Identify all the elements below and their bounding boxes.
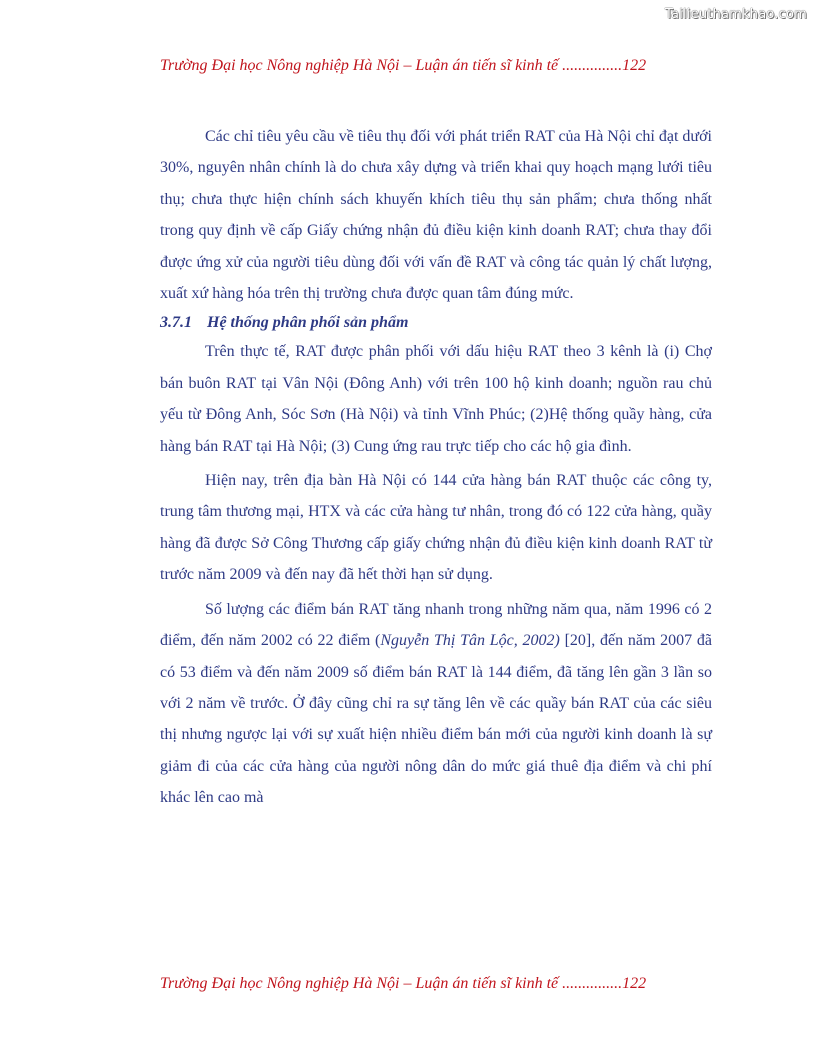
section-number: 3.7.1 [160,314,192,332]
paragraph-sales-points-growth [160,594,712,814]
document-body [160,121,712,817]
citation: Nguyễn Thị Tân Lộc, 2002) [380,632,560,650]
paragraph-retail-stores: Hiện nay, trên địa bàn Hà Nội có 144 cửa hàng bán RAT thuộc các công ty, trung tâm thương mại, HTX và các cửa hàng tư nhân, trong đó có 122 cửa hàng, quầy hàng đã được Sở Công Thương cấp giấy chứng nhận đủ điều kiện kinh doanh RAT từ trước năm 2009 và đến nay đã hết thời hạn sử dụng. [160,472,712,584]
paragraph-text-part: [20], đến năm 2007 đã có 53 điểm và đến năm 2009 số điểm bán RAT là 144 điểm, đã tăng lên gần 3 lần so với 2 năm về trước. Ở đây cũng chỉ ra sự tăng lên về các quầy bán RAT của các siêu thị nhưng ngược lại với sự xuất hiện nhiều điểm bán mới của người kinh doanh là sự giảm đi của các cửa hàng của người nông dân do mức giá thuê địa điểm và chi phí khác lên cao mà [160,632,713,807]
watermark-text: Tailieuthamkhao.com [665,7,807,22]
page-header: Trường Đại học Nông nghiệp Hà Nội – Luận án tiến sĩ kinh tế ...............122 [160,57,647,74]
page-footer: Trường Đại học Nông nghiệp Hà Nội – Luận án tiến sĩ kinh tế ...............122 [160,975,647,992]
section-title: Hệ thống phân phối sản phẩm [207,314,409,332]
paragraph-distribution-channels: Trên thực tế, RAT được phân phối với dấu hiệu RAT theo 3 kênh là (i) Chợ bán buôn RAT tại Vân Nội (Đông Anh) với trên 100 hộ kinh doanh; nguồn rau chủ yếu từ Đông Anh, Sóc Sơn (Hà Nội) và tỉnh Vĩnh Phúc; (2)Hệ thống quầy hàng, cửa hàng bán RAT tại Hà Nội; (3) Cung ứng rau trực tiếp cho các hộ gia đình. [160,343,712,455]
paragraph-text-part: Số lượng các điểm bán RAT tăng nhanh trong những năm qua, năm 1996 có 2 điểm, đến năm 2002 có 22 điểm ( [160,600,712,650]
paragraph-consumption-targets: Các chỉ tiêu yêu cầu về tiêu thụ đối với phát triển RAT của Hà Nội chỉ đạt dưới 30%, nguyên nhân chính là do chưa xây dựng và triển khai quy hoạch mạng lưới tiêu thụ; chưa thực hiện chính sách khuyến khích tiêu thụ sản phẩm; chưa thống nhất trong quy định về cấp Giấy chứng nhận đủ điều kiện kinh doanh RAT; chưa thay đổi được ứng xử của người tiêu dùng đối với vấn đề RAT và công tác quản lý chất lượng, xuất xứ hàng hóa trên thị trường chưa được quan tâm đúng mức. [160,128,712,303]
section-heading [160,309,712,336]
